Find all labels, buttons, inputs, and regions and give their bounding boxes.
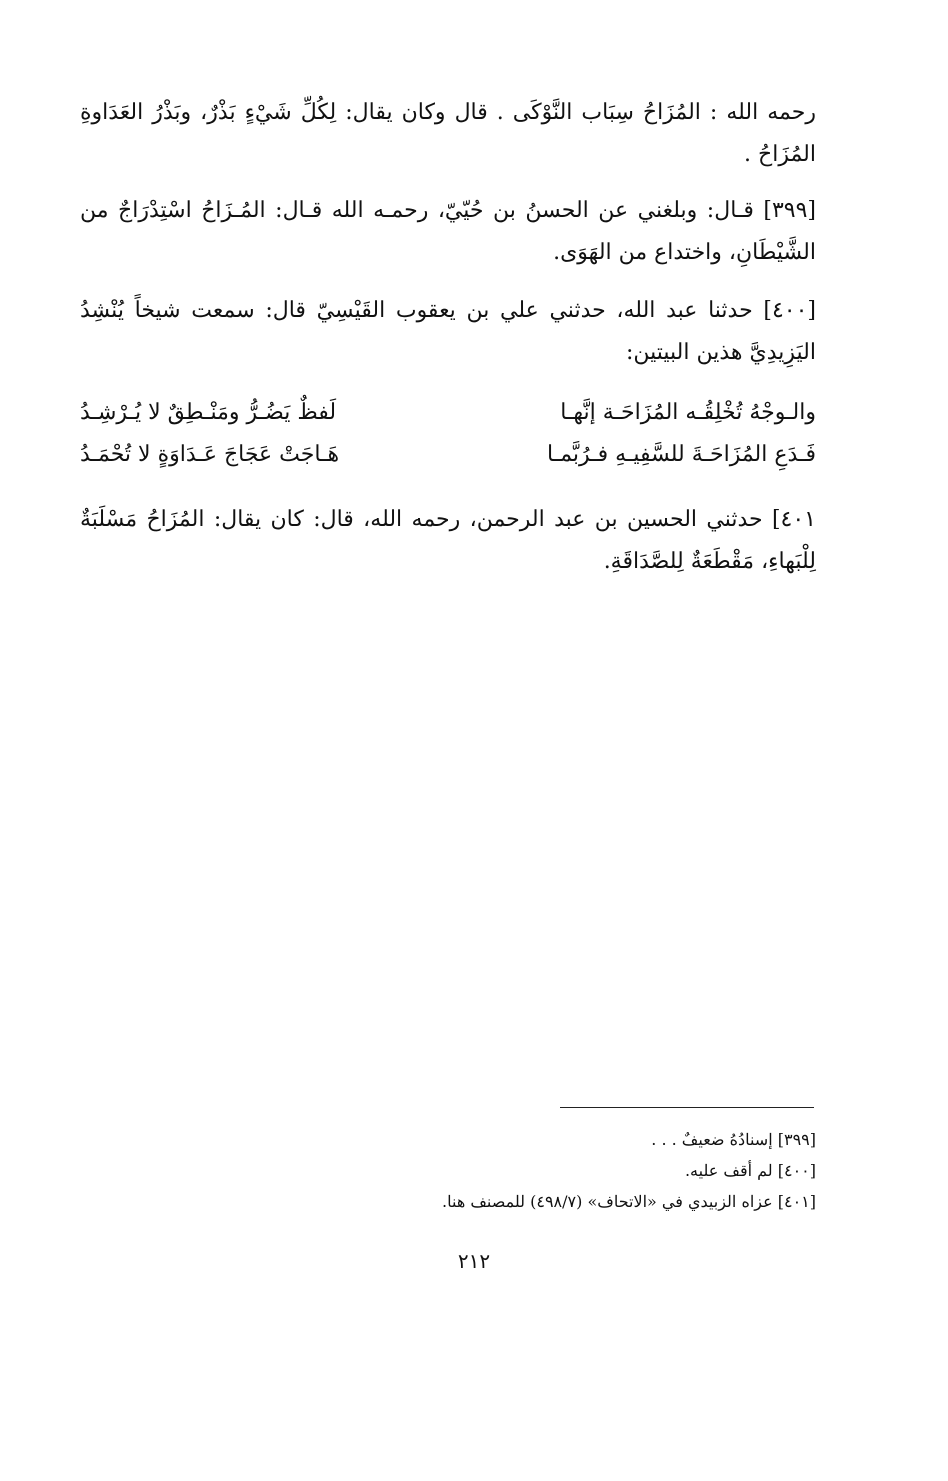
poem-line-2-second-hemistich: هَـاجَتْ عَجَاجَ عَـدَاوَةٍ لا تُحْمَـدُ [80,442,340,467]
paragraph-399: [٣٩٩] قـال: وبلغني عن الحسنُ بن حُيّيّ، رحمـه الله قـال: المُـزَاحُ اسْتِدْرَاجٌ من الشَّيْطَانِ، واختداع من الهَوَى. [80,198,816,265]
paragraph-continuation: رحمه الله : المُزَاحُ سِبَاب النَّوْكَى . قال وكان يقال: لِكُلِّ شَيْءٍ بَذْرٌ، وبَذْرُ العَدَاوةِ المُزَاحُ . [80,100,816,167]
poem-line-2-first-hemistich: فَـدَعِ المُزَاحَـةَ للسَّفِيـهِ فـرُبَّمـا [547,442,816,467]
poem-line-1-first-hemistich: والـوجْهُ تُخْلِقُـه المُزَاحَـة إنَّهـا [560,400,816,425]
page-number: ٢١٢ [457,1249,491,1273]
paragraph-401: ٤٠١] حدثني الحسين بن عبد الرحمن، رحمه الله، قال: كان يقال: المُزَاحُ مَسْلَبَةٌ لِلْبَهاءِ، مَقْطَعَةٌ لِلصَّدَاقَةِ. [80,507,816,574]
poem-line-2 [80,434,816,476]
poem-line-1-second-hemistich: لَفظٌ يَضُـرُّ ومَنْـطِقٌ لا يُـرْشِـدُ [80,400,337,425]
footnote-400: [٤٠٠] لم أقف عليه. [684,1161,816,1180]
footnote-divider [560,1107,814,1108]
footnotes [300,1124,816,1217]
poem-line-1 [80,392,816,434]
poem-verses [80,392,816,476]
footnote-399: [٣٩٩] إسنادُهُ ضعيفٌ . . . [651,1130,816,1149]
footnote-401: [٤٠١] عزاه الزبيدي في «الاتحاف» (٤٩٨/٧) للمصنف هنا. [442,1192,816,1211]
paragraph-400: [٤٠٠] حدثنا عبد الله، حدثني علي بن يعقوب القَيْسِيّ قال: سمعت شيخاً يُنْشِدُ اليَزِيدِيَّ هذين البيتين: [80,298,816,365]
